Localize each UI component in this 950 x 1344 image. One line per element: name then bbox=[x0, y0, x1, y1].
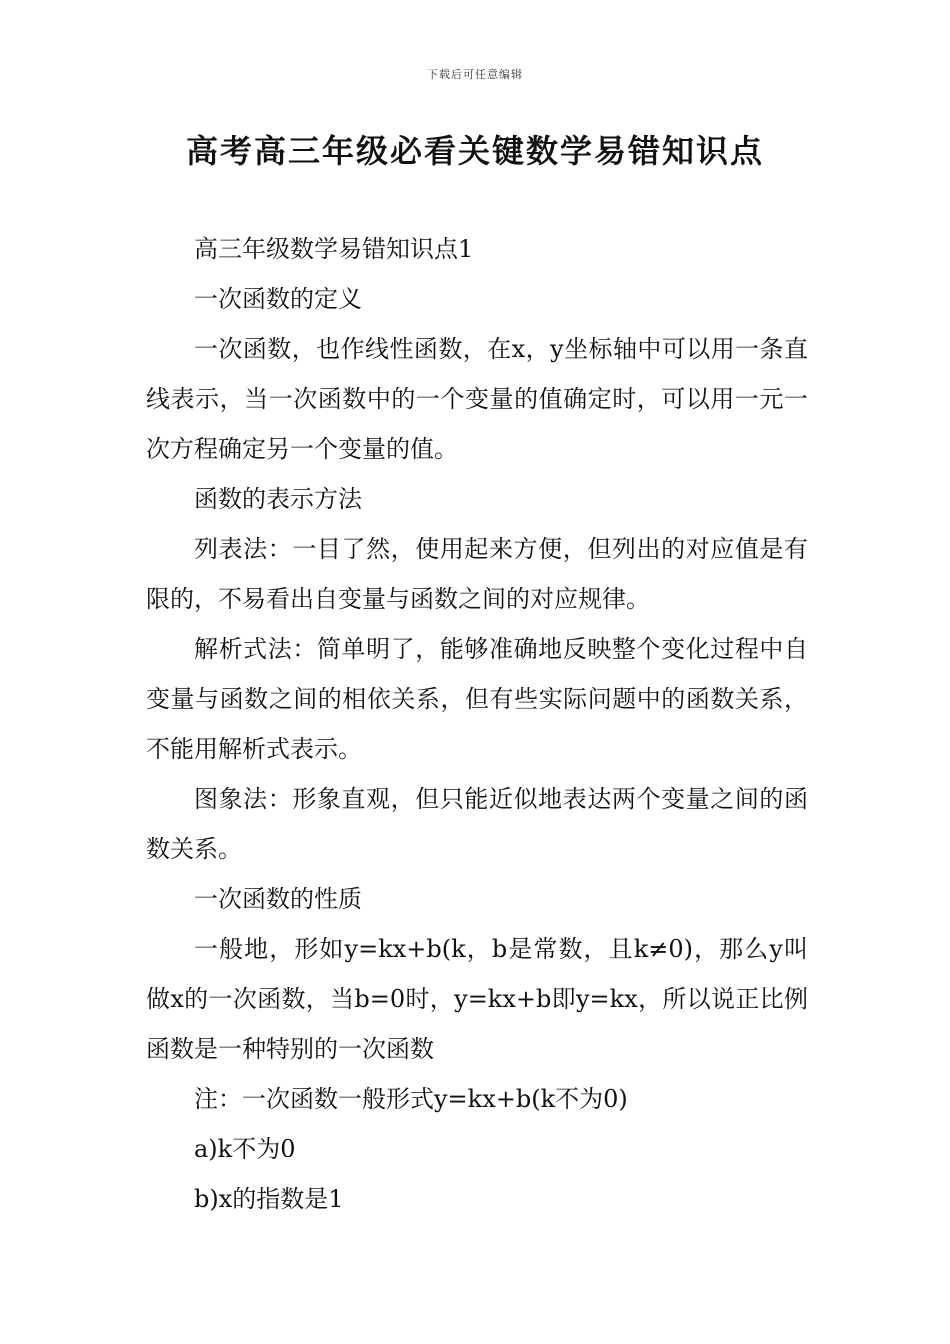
paragraph-formula-method: 解析式法：简单明了，能够准确地反映整个变化过程中自变量与函数之间的相依关系，但有些实际问题中的函数关系，不能用解析式表示。 bbox=[146, 635, 808, 763]
header-note: 下载后可任意编辑 bbox=[427, 68, 523, 81]
document-body bbox=[146, 224, 808, 1224]
paragraph-general-form: 一般地，形如y=kx+b(k，b是常数，且k≠0)，那么y叫做x的一次函数，当b=0时，y=kx+b即y=kx，所以说正比例函数是一种特别的一次函数 bbox=[146, 935, 808, 1063]
paragraph-condition-a: a)k不为0 bbox=[194, 1135, 296, 1163]
paragraph-condition-b: b)x的指数是1 bbox=[194, 1185, 344, 1213]
document-title: 高考高三年级必看关键数学易错知识点 bbox=[185, 132, 764, 170]
paragraph-subheading-properties: 一次函数的性质 bbox=[194, 885, 362, 913]
paragraph-table-method: 列表法：一目了然，使用起来方便，但列出的对应值是有限的，不易看出自变量与函数之间的对应规律。 bbox=[146, 535, 808, 613]
paragraph-graph-method: 图象法：形象直观，但只能近似地表达两个变量之间的函数关系。 bbox=[146, 785, 808, 863]
paragraph-subheading-definition: 一次函数的定义 bbox=[194, 285, 362, 313]
paragraph-note: 注：一次函数一般形式y=kx+b(k不为0) bbox=[194, 1085, 628, 1113]
paragraph-subheading-representation: 函数的表示方法 bbox=[194, 485, 362, 513]
paragraph-section-heading: 高三年级数学易错知识点1 bbox=[194, 235, 474, 263]
paragraph-definition: 一次函数，也作线性函数，在x，y坐标轴中可以用一条直线表示，当一次函数中的一个变量的值确定时，可以用一元一次方程确定另一个变量的值。 bbox=[146, 335, 808, 463]
